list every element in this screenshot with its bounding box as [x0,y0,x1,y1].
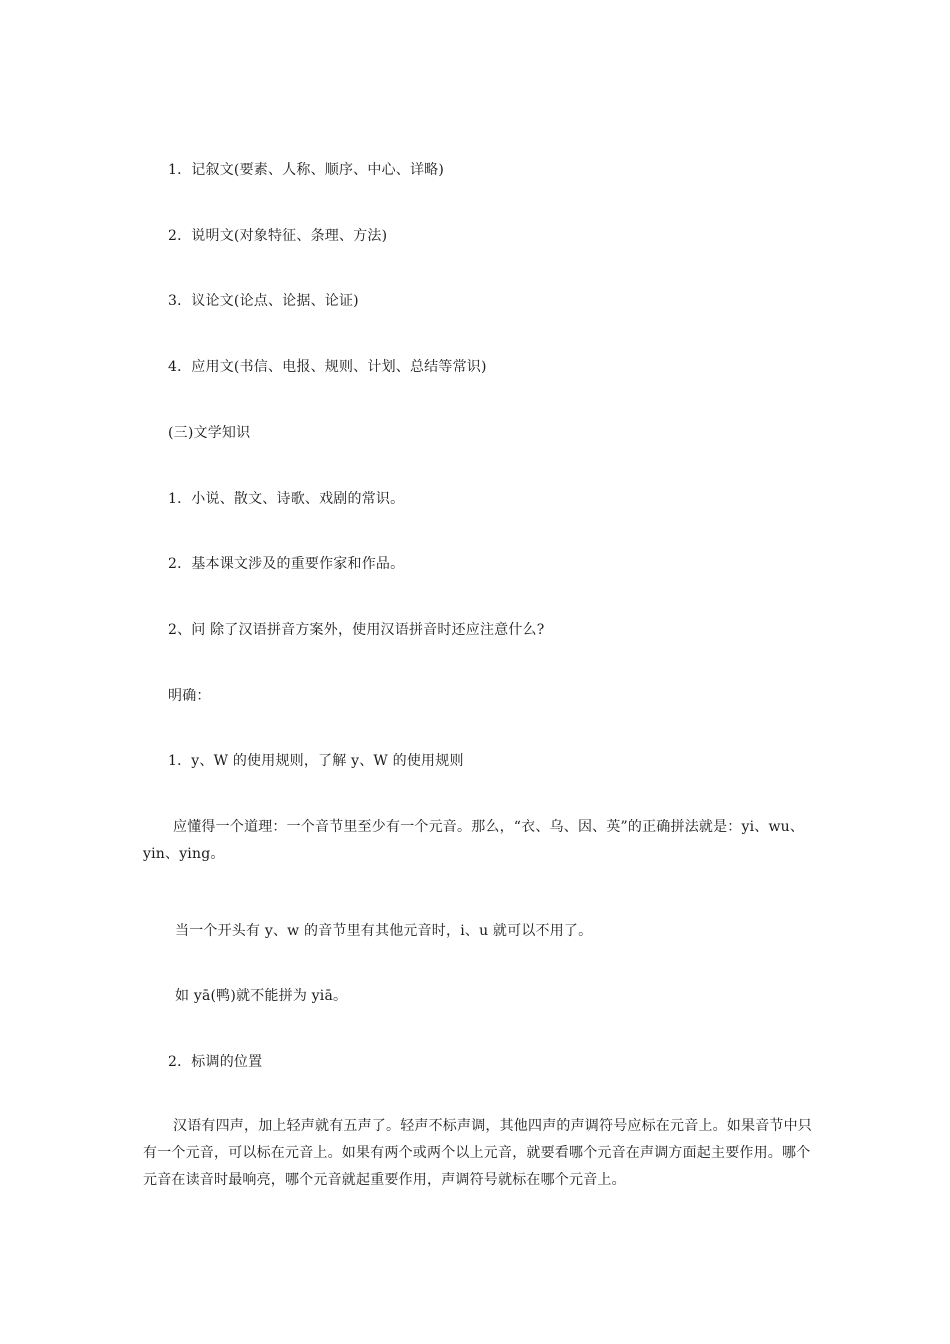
paragraph-vowel-rule: 应懂得一个道理：一个音节里至少有一个元音。那么，“衣、乌、因、英”的正确拼法就是：yi、wu、yin、ying。 [143,819,805,862]
list-item-narrative: 1．记叙文(要素、人称、顺序、中心、详略) [168,162,445,178]
paragraph-tone-rules: 汉语有四声，加上轻声就有五声了。轻声不标声调，其他四声的声调符号应标在元音上。如果音节中只有一个元音，可以标在元音上。如果有两个或两个以上元音，就要看哪个元音在声调方面起主要作用。哪个元音在读音时最响亮，哪个元音就起重要作用，声调符号就标在哪个元音上。 [143,1118,812,1188]
list-item-tone-position: 2．标调的位置 [168,1054,263,1070]
section-heading-literature: (三)文学知识 [168,425,251,441]
list-item-yw-rules: 1．y、W 的使用规则，了解 y、W 的使用规则 [168,753,464,769]
line-yw-vowels: 当一个开头有 y、w 的音节里有其他元音时，i、u 就可以不用了。 [175,923,593,939]
question-line: 2、问 除了汉语拼音方案外，使用汉语拼音时还应注意什么? [168,622,545,638]
list-item-authors: 2．基本课文涉及的重要作家和作品。 [168,556,405,572]
line-example-ya: 如 yā(鸭)就不能拼为 yiā。 [175,988,348,1004]
list-item-argumentative: 3．议论文(论点、论据、论证) [168,293,359,309]
list-item-expository: 2．说明文(对象特征、条理、方法) [168,228,388,244]
list-item-genres: 1．小说、散文、诗歌、戏剧的常识。 [168,491,405,507]
answer-label: 明确： [168,688,211,704]
list-item-practical: 4．应用文(书信、电报、规则、计划、总结等常识) [168,359,487,375]
